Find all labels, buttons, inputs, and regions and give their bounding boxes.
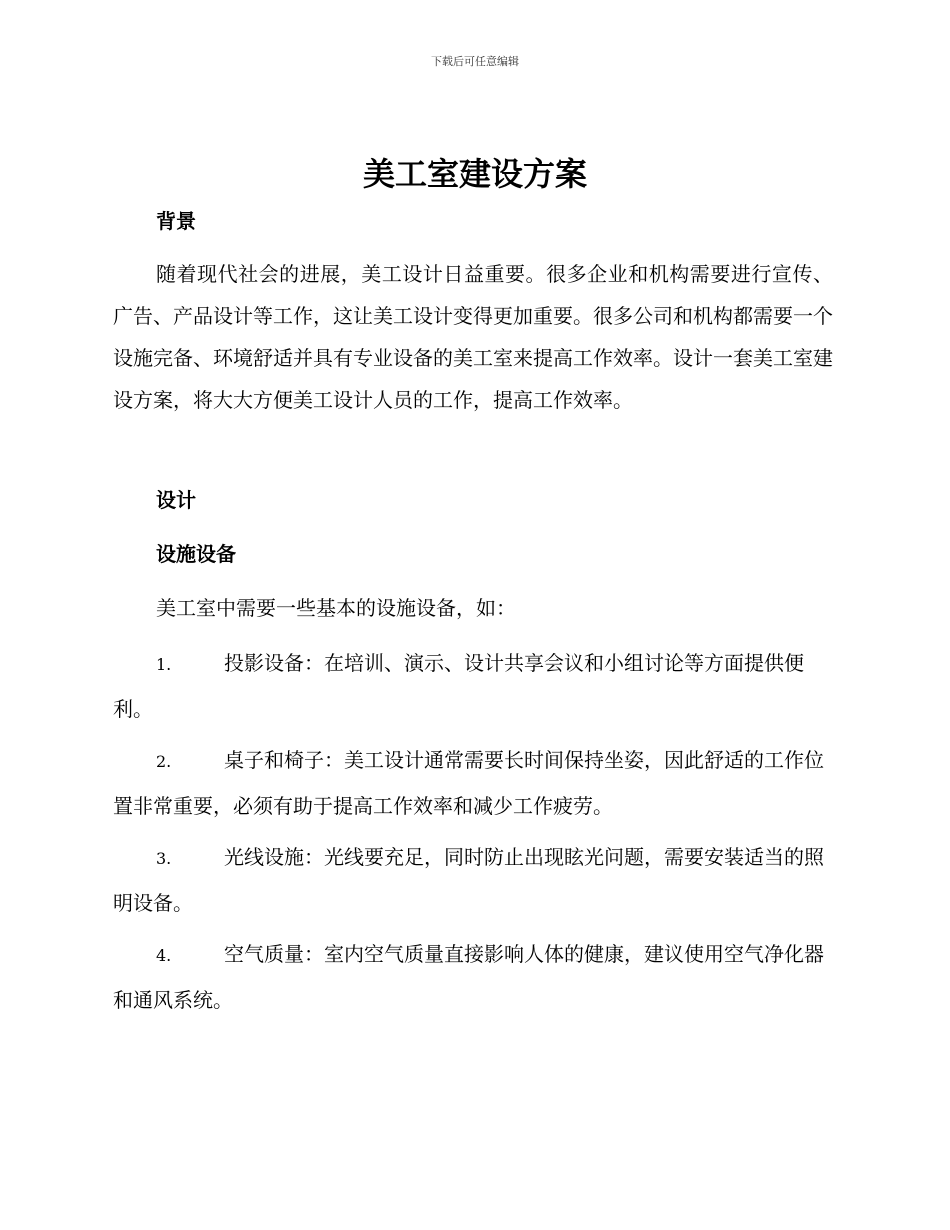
list-item (113, 738, 833, 828)
list-item (113, 835, 833, 925)
list-item (113, 641, 833, 731)
list-item-number: 3. (156, 849, 172, 868)
list-item-number: 4. (156, 946, 172, 965)
list-item (113, 932, 833, 1022)
section-heading-facilities: 设施设备 (156, 542, 236, 566)
list-item-text: 光线设施：光线要充足，同时防止出现眩光问题，需要安装适当的照明设备。 (113, 845, 824, 915)
list-item-number: 2. (156, 752, 172, 771)
section-heading-background: 背景 (156, 209, 196, 233)
page-header: 下载后可任意编辑 (431, 55, 519, 68)
list-item-number: 1. (156, 655, 172, 674)
document-title: 美工室建设方案 (362, 155, 587, 193)
list-item-text: 投影设备：在培训、演示、设计共享会议和小组讨论等方面提供便利。 (113, 651, 804, 721)
background-paragraph: 随着现代社会的进展，美工设计日益重要。很多企业和机构需要进行宣传、广告、产品设计等工作，这让美工设计变得更加重要。很多公司和机构都需要一个设施完备、环境舒适并具有专业设备的美工室来提高工作效率。设计一套美工室建设方案，将大大方便美工设计人员的工作，提高工作效率。 (113, 262, 833, 412)
list-item-text: 桌子和椅子：美工设计通常需要长时间保持坐姿，因此舒适的工作位置非常重要，必须有助于提高工作效率和减少工作疲劳。 (113, 748, 824, 818)
section-heading-design: 设计 (156, 488, 196, 512)
list-item-text: 空气质量：室内空气质量直接影响人体的健康，建议使用空气净化器和通风系统。 (113, 942, 824, 1012)
facilities-intro: 美工室中需要一些基本的设施设备，如： (156, 596, 516, 620)
